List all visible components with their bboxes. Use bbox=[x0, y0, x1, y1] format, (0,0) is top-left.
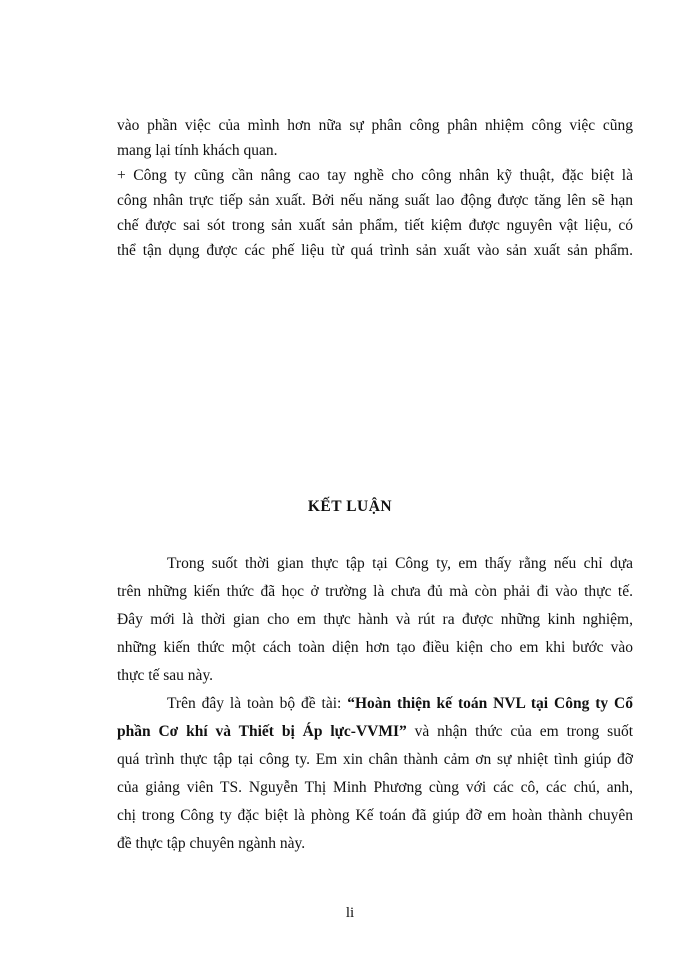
page-number: li bbox=[345, 905, 355, 921]
text-line: + Công ty cũng cần nâng cao tay nghề cho công nhân kỹ thuật, đặc biệt là bbox=[117, 167, 633, 184]
text-line: Trong suốt thời gian thực tập tại Công ty, em thấy rằng nếu chỉ dựa bbox=[167, 555, 633, 572]
thesis-title: “Hoàn thiện kế toán NVL tại Công ty Cổ bbox=[347, 695, 633, 712]
text-fragment: Trên đây là toàn bộ đề tài: bbox=[167, 695, 348, 712]
section-heading: KẾT LUẬN bbox=[307, 498, 393, 515]
text-line bbox=[117, 718, 633, 746]
text-line: thể tận dụng được các phế liệu từ quá trình sản xuất vào sản xuất sản phẩm. bbox=[117, 242, 633, 259]
text-line: những kiến thức một cách toàn diện hơn tạo điều kiện cho em khi bước vào bbox=[117, 639, 633, 656]
conclusion-body bbox=[117, 550, 633, 858]
text-line: Đây mới là thời gian cho em thực hành và rút ra được những kinh nghiệm, bbox=[117, 611, 633, 628]
text-fragment: và nhận thức của em trong suốt bbox=[406, 723, 633, 740]
text-line: chế được sai sót trong sản xuất sản phẩm, tiết kiệm được nguyên vật liệu, có bbox=[117, 217, 633, 234]
text-line: vào phần việc của mình hơn nữa sự phân công phân nhiệm công việc cũng bbox=[117, 117, 633, 134]
text-line: của giảng viên TS. Nguyễn Thị Minh Phương cùng với các cô, các chú, anh, bbox=[117, 779, 633, 796]
text-line bbox=[117, 690, 633, 718]
text-line: trên những kiến thức đã học ở trường là chưa đủ mà còn phải đi vào thực tế. bbox=[117, 583, 633, 600]
thesis-title: phần Cơ khí và Thiết bị Áp lực-VVMI” bbox=[117, 723, 407, 740]
text-line: quá trình thực tập tại công ty. Em xin chân thành cảm ơn sự nhiệt tình giúp đỡ bbox=[117, 751, 633, 768]
text-line: chị trong Công ty đặc biệt là phòng Kế toán đã giúp đỡ em hoàn thành chuyên bbox=[117, 807, 633, 824]
text-line: mang lại tính khách quan. bbox=[117, 142, 278, 159]
text-line: công nhân trực tiếp sản xuất. Bởi nếu năng suất lao động được tăng lên sẽ hạn bbox=[117, 192, 633, 209]
text-line: đề thực tập chuyên ngành này. bbox=[117, 835, 306, 852]
text-line: thực tế sau này. bbox=[117, 667, 214, 684]
continuation-text bbox=[117, 113, 633, 263]
